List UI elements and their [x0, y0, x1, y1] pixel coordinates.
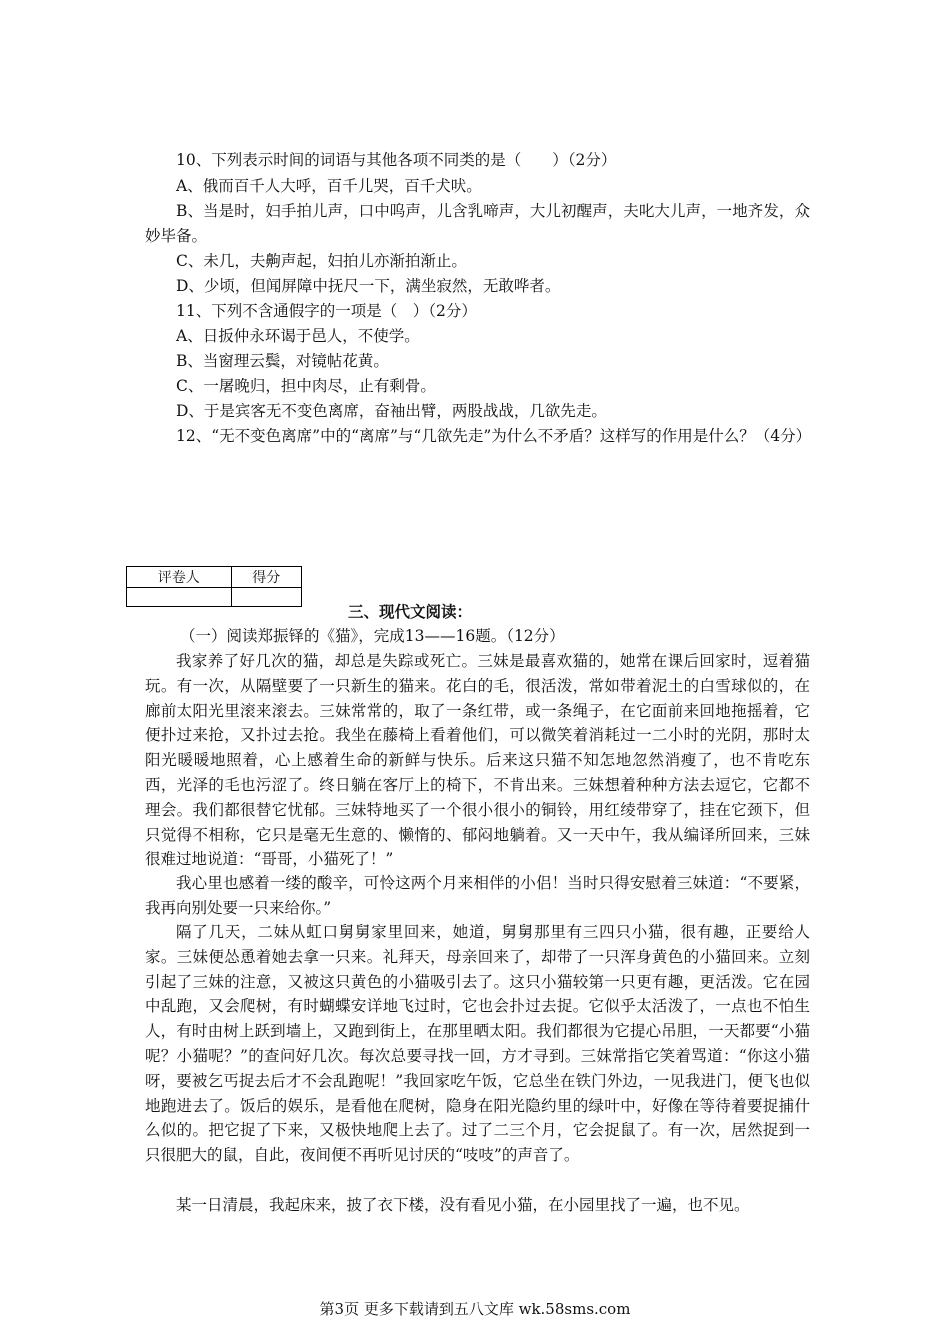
- passage-paragraph-1: 我家养了好几次的猫，却总是失踪或死亡。三妹是最喜欢猫的，她常在课后回家时，逗着猫玩。有一次，从隔壁要了一只新生的猫来。花白的毛，很活泼，常如带着泥土的白雪球似的，在廊前太阳光里滚来滚去。三妹常常的，取了一条红带，或一条绳子，在它面前来回地拖摇着，它便扑过来抢，又扑过去抢。我坐在藤椅上看着他们，可以微笑着消耗过一二小时的光阴，那时太阳光暖暖地照着，心上感着生命的新鲜与快乐。后来这只猫不知怎地忽然消瘦了，也不肯吃东西，光泽的毛也污涩了。终日躺在客厅上的椅下，不肯出来。三妹想着种种方法去逗它，它都不理会。我们都很替它忧郁。三妹特地买了一个很小很小的铜铃，用红绫带穿了，挂在它颈下，但只觉得不相称，它只是毫无生意的、懒惰的、郁闷地躺着。又一天中午，我从编译所回来，三妹很难过地说道：“哥哥，小猫死了！”: [145, 652, 810, 869]
- passage-paragraph-3: 隔了几天，二妹从虹口舅舅家里回来，她道，舅舅那里有三四只小猫，很有趣，正要给人家。三妹便怂恿着她去拿一只来。礼拜天，母亲回来了，却带了一只浑身黄色的小猫回来。立刻引起了三妹的注意，又被这只黄色的小猫吸引去了。这只小猫较第一只更有趣，更活泼。它在园中乱跑，又会爬树，有时蝴蝶安详地飞过时，它也会扑过去捉。它似乎太活泼了，一点也不怕生人，有时由树上跃到墙上，又跑到街上，在那里晒太阳。我们都很为它提心吊胆，一天都要“小猫呢？小猫呢？”的查问好几次。每次总要寻找一回，方才寻到。三妹常指它笑着骂道：“你这小猫呀，要被乞丐捉去后才不会乱跑呢！”我回家吃午饭，它总坐在铁门外边，一见我进门，便飞也似地跑进去了。饭后的娱乐，是看他在爬树，隐身在阳光隐约里的绿叶中，好像在等待着要捉捕什么似的。把它捉了下来，又极快地爬上去了。过了二三个月，它会捉鼠了。有一次，居然捉到一只很肥大的鼠，自此，夜间便不再听见讨厌的“吱吱”的声音了。: [145, 923, 810, 1165]
- page-footer: 第3页 更多下载请到五八文库 wk.58sms.com: [319, 1300, 631, 1318]
- question-11-option-b: B、当窗理云鬓，对镜帖花黄。: [176, 352, 389, 370]
- question-11-stem: 11、下列不含通假字的一项是（ ）（2分）: [176, 302, 477, 320]
- question-10-option-d: D、少顷，但闻屏障中抚尺一下，满坐寂然，无敢哗者。: [176, 277, 561, 295]
- score-table: [126, 566, 302, 607]
- passage-paragraph-4: 某一日清晨，我起床来，披了衣下楼，没有看见小猫，在小园里找了一遍，也不见。: [176, 1196, 750, 1214]
- question-11-option-a: A、日扳仲永环谒于邑人，不使学。: [176, 327, 420, 345]
- question-11-option-d: D、于是宾客无不变色离席，奋袖出臂，两股战战，几欲先走。: [176, 402, 607, 420]
- question-10-option-b: B、当是时，妇手拍儿声，口中呜声，儿含乳啼声，大儿初醒声，夫叱大儿声，一地齐发，众妙毕备。: [145, 202, 810, 245]
- passage-paragraph-2: 我心里也感着一缕的酸辛，可怜这两个月来相伴的小侣！当时只得安慰着三妹道：“不要紧，我再向别处要一只来给你。”: [145, 874, 810, 917]
- grader-cell[interactable]: [127, 588, 232, 607]
- grader-label: 评卷人: [127, 567, 232, 588]
- question-12-stem: 12、“无不变色离席”中的“离席”与“几欲先走”为什么不矛盾？这样写的作用是什么？（4分）: [176, 427, 812, 445]
- reading-intro: （一）阅读郑振铎的《猫》，完成13——16题。（12分）: [180, 627, 565, 645]
- question-10-option-a: A、俄而百千人大呼，百千儿哭，百千犬吠。: [176, 177, 482, 195]
- question-10-stem: 10、下列表示时间的词语与其他各项不同类的是（ ）（2分）: [176, 151, 617, 169]
- score-cell[interactable]: [231, 588, 302, 607]
- question-11-option-c: C、一屠晚归，担中肉尽，止有剩骨。: [176, 377, 436, 395]
- score-label: 得分: [231, 567, 302, 588]
- question-10-option-c: C、未几，夫齁声起，妇拍儿亦渐拍渐止。: [176, 252, 467, 270]
- section-title: 三、现代文阅读：: [348, 602, 473, 621]
